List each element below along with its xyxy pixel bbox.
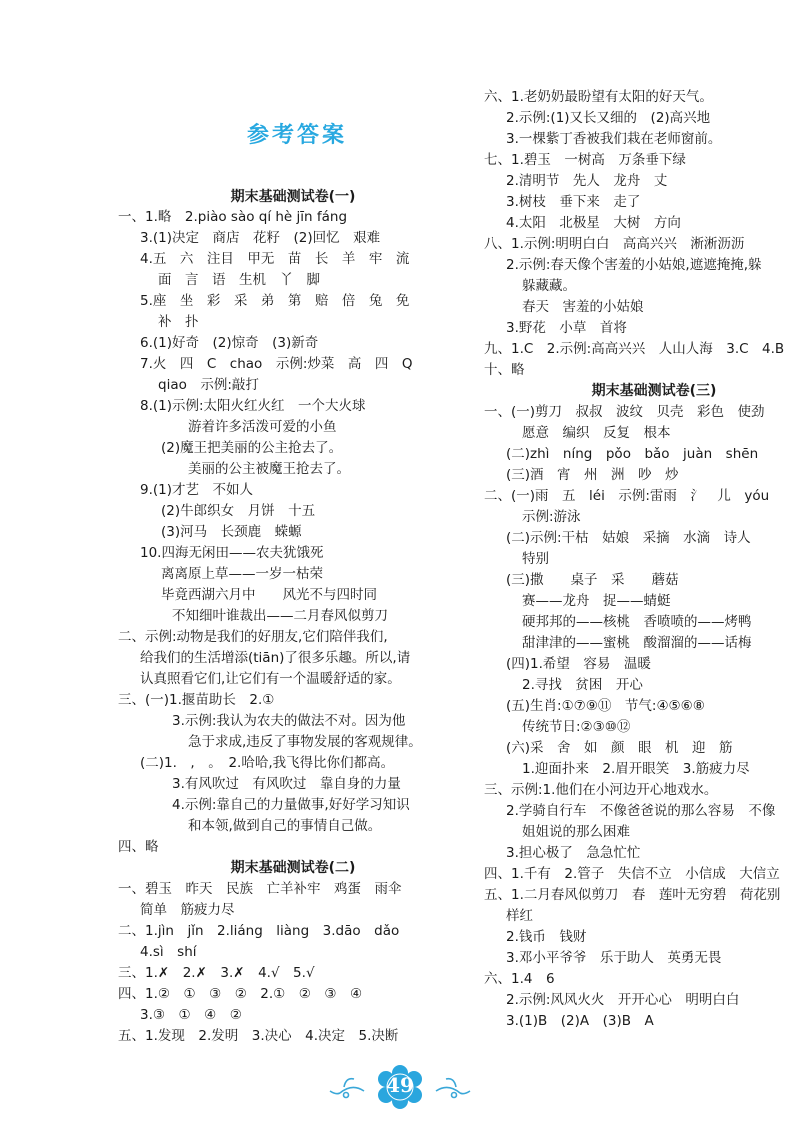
answer-line: 2.寻找 贫困 开心	[522, 677, 643, 693]
answer-line: 十、略	[484, 362, 525, 378]
answer-line: 2.示例:(1)又长又细的 (2)高兴地	[506, 110, 711, 126]
answer-line: 特别	[522, 551, 549, 567]
answer-line: 2.清明节 先人 龙舟 丈	[506, 173, 668, 189]
answer-line: (三)酒 宵 州 洲 吵 炒	[506, 467, 679, 483]
answer-line: 九、1.C 2.示例:高高兴兴 人山人海 3.C 4.B	[484, 341, 785, 357]
answer-line: (四)1.希望 容易 温暖	[506, 656, 651, 672]
answer-line: 3.邓小平爷爷 乐于助人 英勇无畏	[506, 950, 722, 966]
page-number: 49	[386, 1073, 414, 1097]
answer-line: 四、略	[118, 839, 159, 855]
answer-line: 3.(1)B (2)A (3)B A	[506, 1013, 654, 1029]
answer-line: (三)撒 桌子 采 蘑菇	[506, 572, 679, 588]
answer-line: 二、1.jìn jǐn 2.liáng liàng 3.dāo dǎo	[118, 923, 400, 939]
answer-line: 3.有风吹过 有风吹过 靠自身的力量	[172, 776, 401, 792]
answer-line: 8.(1)示例:太阳火红火红 一个大火球	[140, 398, 366, 414]
answer-line: 一、碧玉 昨天 民族 亡羊补牢 鸡蛋 雨伞	[118, 881, 402, 897]
section-heading: 期末基础测试卷(二)	[230, 860, 356, 876]
answer-line: 三、示例:1.他们在小河边开心地戏水。	[484, 782, 718, 798]
answer-line: 3.担心极了 急急忙忙	[506, 845, 641, 861]
answer-line: qiao 示例:敲打	[158, 377, 259, 393]
answer-line: 3.③ ① ④ ②	[140, 1007, 242, 1023]
answer-line: 认真照看它们,让它们有一个温暖舒适的家。	[140, 671, 401, 687]
answer-line: 面 言 语 生机 丫 脚	[158, 272, 320, 288]
section-heading: 期末基础测试卷(三)	[591, 383, 717, 399]
answer-line: 补 扑	[158, 314, 199, 330]
answer-line: 八、1.示例:明明白白 高高兴兴 淅淅沥沥	[484, 236, 745, 252]
answer-line: 示例:游泳	[522, 509, 581, 525]
answer-line: 10.四海无闲田——农夫犹饿死	[140, 545, 324, 561]
answer-line: 和本领,做到自己的事情自己做。	[188, 818, 382, 834]
answer-line: (2)魔王把美丽的公主抢去了。	[161, 440, 343, 456]
left-sprout-icon	[330, 1079, 364, 1098]
answer-line: 3.野花 小草 首将	[506, 320, 627, 336]
answer-line: (五)生肖:①⑦⑨⑪ 节气:④⑤⑥⑧	[506, 698, 705, 714]
section-heading: 期末基础测试卷(一)	[230, 189, 356, 205]
answer-line: 五、1.发现 2.发明 3.决心 4.决定 5.决断	[118, 1028, 399, 1044]
answer-line: 9.(1)才艺 不如人	[140, 482, 254, 498]
answer-line: 简单 筋疲力尽	[140, 902, 235, 918]
answer-line: 一、1.略 2.piào sào qí hè jīn fáng	[118, 209, 348, 225]
answer-line: 游着许多活泼可爱的小鱼	[188, 419, 337, 435]
answer-line: 给我们的生活增添(tiān)了很多乐趣。所以,请	[140, 650, 411, 666]
answer-line: 五、1.二月春风似剪刀 春 莲叶无穷碧 荷花别	[484, 887, 781, 903]
answer-line: 样红	[506, 908, 533, 924]
answer-line: 姐姐说的那么困难	[522, 824, 630, 840]
answer-line: 1.迎面扑来 2.眉开眼笑 3.筋疲力尽	[522, 761, 750, 777]
answer-line: 愿意 编织 反复 根本	[522, 425, 671, 441]
answer-line: (3)河马 长颈鹿 蝾螈	[161, 524, 302, 540]
answer-line: 4.sì shí	[140, 944, 197, 960]
answer-line: 传统节日:②③⑩⑫	[522, 719, 631, 735]
page-title: 参考答案	[246, 123, 347, 148]
answer-line: 毕竟西湖六月中 风光不与四时同	[161, 587, 377, 603]
answer-line: 六、1.老奶奶最盼望有太阳的好天气。	[484, 89, 713, 105]
answer-line: 4.五 六 注目 甲无 苗 长 羊 牢 流	[140, 251, 410, 267]
answer-line: 春天 害羞的小姑娘	[522, 299, 644, 315]
answer-line: 6.(1)好奇 (2)惊奇 (3)新奇	[140, 335, 319, 351]
answer-line: 美丽的公主被魔王抢去了。	[188, 461, 350, 477]
answer-line: 不知细叶谁裁出——二月春风似剪刀	[172, 608, 388, 624]
answer-line: 2.示例:风风火火 开开心心 明明白白	[506, 992, 740, 1008]
answer-line: 4.示例:靠自己的力量做事,好好学习知识	[172, 797, 410, 813]
answer-line: 3.(1)决定 商店 花籽 (2)回忆 艰难	[140, 230, 381, 246]
answer-line: 三、1.✗ 2.✗ 3.✗ 4.√ 5.√	[118, 965, 315, 981]
answer-line: (二)示例:干枯 姑娘 采摘 水滴 诗人	[506, 530, 751, 546]
answer-line: 2.钱币 钱财	[506, 929, 587, 945]
answer-line: 甜津津的——蜜桃 酸溜溜的——话梅	[522, 635, 752, 651]
answer-line: (二)zhì níng pǒo bǎo juàn shēn	[506, 446, 759, 462]
answer-line: 四、1.② ① ③ ② 2.① ② ③ ④	[118, 986, 363, 1002]
answer-line: 四、1.千有 2.管子 失信不立 小信成 大信立	[484, 866, 780, 882]
answer-line: 急于求成,违反了事物发展的客观规律。	[188, 734, 422, 750]
page-number-badge	[376, 1065, 424, 1109]
answer-line: 三、(一)1.揠苗助长 2.①	[118, 692, 275, 708]
answer-line: 离离原上草——一岁一枯荣	[161, 566, 323, 582]
answer-line: 7.火 四 C chao 示例:炒菜 高 四 Q	[140, 356, 413, 372]
answer-line: 5.座 坐 彩 采 弟 第 赔 倍 兔 免	[140, 293, 410, 309]
answer-line: 硬邦邦的——核桃 香喷喷的——烤鸭	[522, 614, 752, 630]
answer-line: (二)1. , 。 2.哈哈,我飞得比你们都高。	[140, 755, 395, 771]
answer-line: 赛——龙舟 捉——蜻蜓	[522, 593, 671, 609]
answer-line: 3.一棵紫丁香被我们栽在老师窗前。	[506, 131, 722, 147]
answer-line: (六)采 舍 如 颜 眼 机 迎 筋	[506, 740, 733, 756]
answer-line: 一、(一)剪刀 叔叔 波纹 贝壳 彩色 使劲	[484, 404, 765, 420]
answer-line: 2.示例:春天像个害羞的小姑娘,遮遮掩掩,躲	[506, 257, 762, 273]
answer-line: 二、示例:动物是我们的好朋友,它们陪伴我们,	[118, 629, 388, 645]
page-footer	[0, 1065, 800, 1115]
answer-line: 七、1.碧玉 一树高 万条垂下绿	[484, 152, 686, 168]
answer-line: (2)牛郎织女 月饼 十五	[161, 503, 316, 519]
answer-line: 3.示例:我认为农夫的做法不对。因为他	[172, 713, 406, 729]
answer-line: 六、1.4 6	[484, 971, 555, 987]
answer-line: 4.太阳 北极星 大树 方向	[506, 215, 681, 231]
answer-line: 2.学骑自行车 不像爸爸说的那么容易 不像	[506, 803, 776, 819]
answer-line: 二、(一)雨 五 léi 示例:雷雨 氵 儿 yóu	[484, 488, 770, 504]
answer-line: 3.树枝 垂下来 走了	[506, 194, 641, 210]
answer-line: 躲藏藏。	[522, 278, 576, 294]
right-sprout-icon	[436, 1079, 470, 1098]
